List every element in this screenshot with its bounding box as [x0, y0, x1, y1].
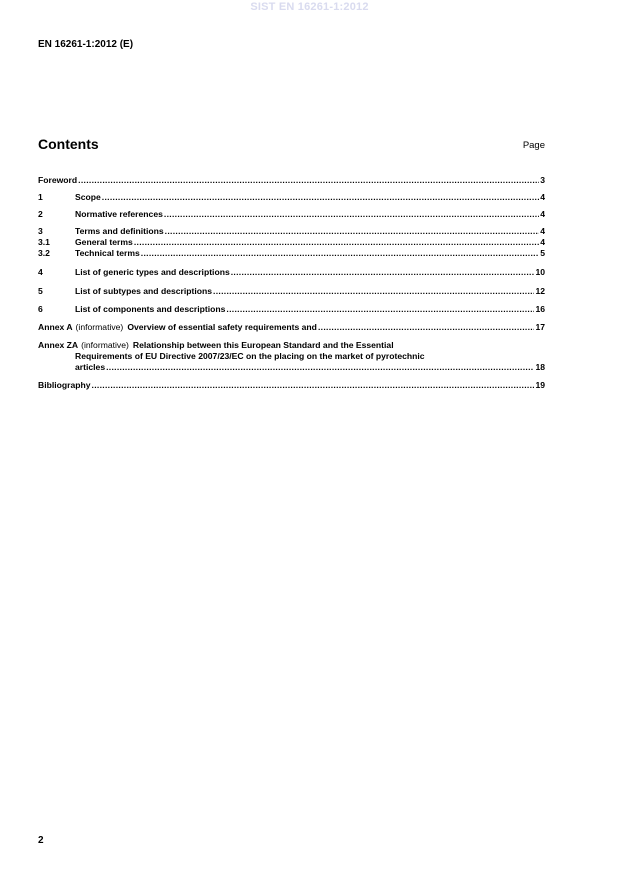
toc-page: 4 [540, 237, 545, 247]
toc-number: 4 [38, 267, 43, 277]
toc-number: 5 [38, 286, 43, 296]
table-of-contents [38, 175, 545, 391]
toc-page: 12 [535, 286, 545, 296]
toc-page: 4 [540, 209, 545, 219]
toc-number: 6 [38, 304, 43, 314]
toc-title: List of generic types and descriptions [75, 267, 230, 277]
toc-entry-subtypes[interactable] [38, 286, 545, 297]
toc-title-line-3: articles [75, 362, 106, 372]
toc-title: List of subtypes and descriptions [75, 286, 213, 296]
toc-title: Terms and definitions [75, 226, 164, 236]
toc-title-line-1: Relationship between this European Standard and the Essential [132, 340, 394, 350]
toc-number: 2 [38, 209, 43, 219]
leader-dots [165, 226, 540, 237]
leader-dots [231, 267, 535, 278]
leader-dots [164, 209, 539, 220]
annex-label: Annex A [38, 322, 73, 332]
leader-dots [226, 304, 534, 315]
toc-entry-technical-terms[interactable] [38, 248, 545, 259]
toc-entry-components[interactable] [38, 304, 545, 315]
toc-title: Overview of essential safety requirements and [127, 322, 317, 332]
leader-dots [102, 192, 539, 203]
toc-page: 3 [540, 175, 545, 185]
leader-dots [92, 380, 535, 391]
toc-entry-general-terms[interactable] [38, 237, 545, 248]
leader-dots [318, 322, 535, 333]
toc-title: General terms [75, 237, 133, 247]
toc-page: 5 [540, 248, 545, 258]
toc-page: 16 [535, 304, 545, 314]
toc-entry-annex-a[interactable] [38, 322, 545, 333]
toc-entry-scope[interactable] [38, 192, 545, 203]
annex-label: Annex ZA [38, 340, 79, 350]
toc-entry-terms-and-definitions[interactable] [38, 226, 545, 237]
leader-dots [134, 237, 539, 248]
toc-entry-normative-references[interactable] [38, 209, 545, 220]
toc-page: 4 [540, 226, 545, 236]
toc-title: Foreword [38, 175, 78, 185]
toc-title: Normative references [75, 209, 163, 219]
watermark: SIST EN 16261-1:2012 [250, 1, 369, 13]
toc-entry-bibliography[interactable] [38, 380, 545, 391]
toc-page: 10 [535, 267, 545, 277]
document-id: EN 16261-1:2012 (E) [38, 39, 134, 50]
toc-page: 4 [540, 192, 545, 202]
toc-page: 18 [535, 362, 545, 372]
toc-number: 1 [38, 192, 43, 202]
toc-entry-annex-za[interactable] [38, 340, 545, 373]
toc-number: 3.2 [38, 248, 50, 258]
toc-page: 19 [535, 380, 545, 390]
toc-title: Scope [75, 192, 101, 202]
toc-number: 3 [38, 226, 43, 236]
annex-informative-note: (informative) [75, 322, 124, 332]
toc-title: Technical terms [75, 248, 140, 258]
toc-number: 3.1 [38, 237, 50, 247]
toc-page: 17 [535, 322, 545, 332]
page-number: 2 [38, 835, 44, 846]
leader-dots [213, 286, 534, 297]
annex-informative-note: (informative) [81, 340, 129, 350]
toc-entry-generic-types[interactable] [38, 267, 545, 278]
leader-dots [106, 362, 534, 373]
page-column-label: Page [522, 140, 545, 151]
toc-entry-foreword[interactable] [38, 175, 545, 186]
leader-dots [141, 248, 539, 259]
toc-title-line-2: Requirements of EU Directive 2007/23/EC on the placing on the market of pyrotechnic [75, 351, 425, 361]
contents-heading: Contents [38, 136, 99, 152]
leader-dots [78, 175, 539, 186]
toc-title: List of components and descriptions [75, 304, 226, 314]
toc-title: Bibliography [38, 380, 91, 390]
